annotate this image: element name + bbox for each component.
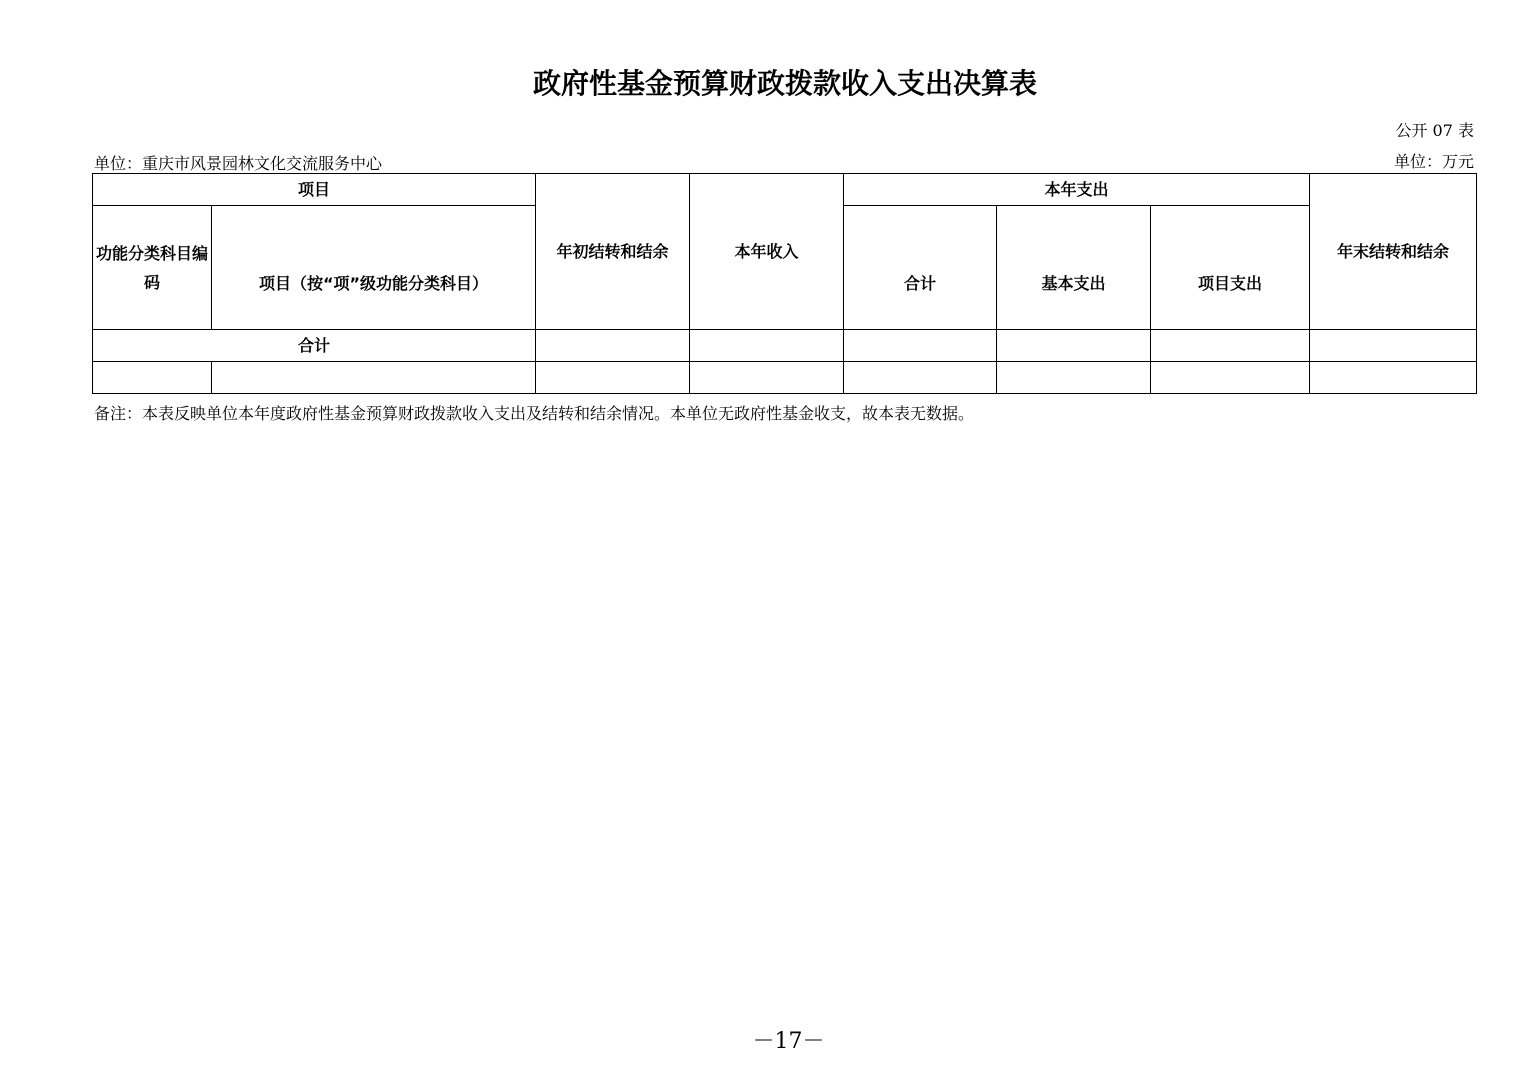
header-code-text: 功能分类科目编码 (96, 243, 209, 292)
header-expense-total: 合计 (844, 206, 997, 330)
cell-basic-expense (997, 362, 1151, 394)
header-income: 本年收入 (690, 174, 844, 330)
total-end-balance (1310, 330, 1477, 362)
header-item: 项目 (93, 174, 536, 206)
total-project-expense (1151, 330, 1310, 362)
header-begin-balance: 年初结转和结余 (536, 174, 690, 330)
table-number: 公开 07 表 (1395, 121, 1474, 140)
header-project-expense: 项目支出 (1151, 206, 1310, 330)
cell-end-balance (1310, 362, 1477, 394)
cell-begin-balance (536, 362, 690, 394)
header-item-name: 项目（按“项”级功能分类科目） (212, 206, 536, 330)
header-end-balance: 年末结转和结余 (1310, 174, 1477, 330)
cell-project-expense (1151, 362, 1310, 394)
header-basic-expense: 基本支出 (997, 206, 1151, 330)
page-number: －17－ (752, 1029, 825, 1054)
table-row-total (93, 330, 1477, 362)
total-basic-expense (997, 330, 1151, 362)
total-label: 合计 (93, 330, 536, 362)
cell-expense-total (844, 362, 997, 394)
total-income (690, 330, 844, 362)
header-code (93, 206, 212, 330)
header-expense: 本年支出 (844, 174, 1310, 206)
budget-table (92, 173, 1477, 394)
page-title: 政府性基金预算财政拨款收入支出决算表 (532, 67, 1037, 100)
unit-currency: 单位：万元 (1393, 152, 1474, 171)
cell-code (93, 362, 212, 394)
total-begin-balance (536, 330, 690, 362)
table-row (93, 362, 1477, 394)
table-note: 备注：本表反映单位本年度政府性基金预算财政拨款收入支出及结转和结余情况。本单位无政府性基金收支，故本表无数据。 (94, 404, 975, 423)
unit-organization: 单位：重庆市风景园林文化交流服务中心 (94, 154, 383, 173)
cell-income (690, 362, 844, 394)
total-expense (844, 330, 997, 362)
cell-item-name (212, 362, 536, 394)
